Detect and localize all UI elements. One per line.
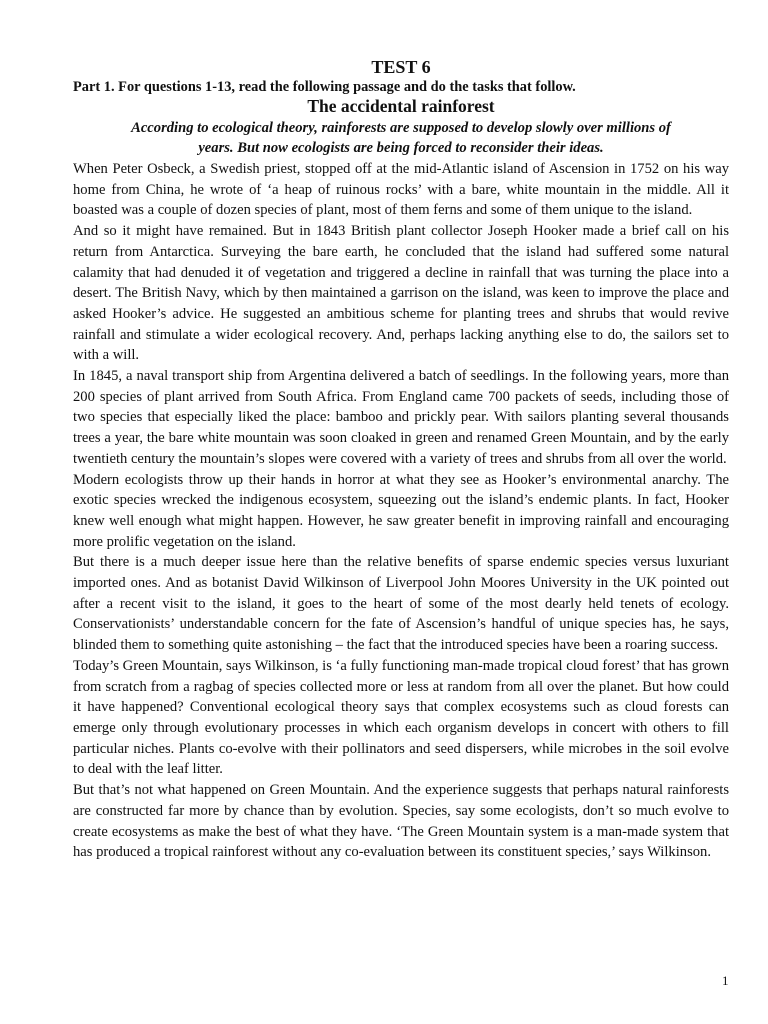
article-title: The accidental rainforest [307, 96, 495, 116]
paragraph-4: Modern ecologists throw up their hands in horror at what they see as Hooker’s environmental anarchy. The exotic species wrecked the indigenous ecosystem, squeezing out the island’s endemic plants. In fact, Hooker knew well enough what might happen. However, he saw greater benefit in improving rainfall and encouraging more prolific vegetation on the island. [73, 471, 729, 550]
subtitle-line: According to ecological theory, rainforests are supposed to develop slowly over millions of [131, 120, 671, 136]
subtitle-line: years. But now ecologists are being forced to reconsider their ideas. [198, 140, 604, 156]
page-number: 1 [722, 973, 729, 988]
paragraph-7: But that’s not what happened on Green Mountain. And the experience suggests that perhaps natural rainforests are constructed far more by chance than by evolution. Species, say some ecologists, don’t so much evolve to create ecosystems as make the best of what they have. ‘The Green Mountain system is a man-made system that has produced a tropical rainforest without any co-evaluation between its constituent species,’ says Wilkinson. [73, 782, 729, 861]
document-page [73, 56, 729, 863]
paragraph-1: When Peter Osbeck, a Swedish priest, stopped off at the mid-Atlantic island of Ascension in 1752 on his way home from China, he wrote of ‘a heap of ruinous rocks’ with a bare, white mountain in the middle. All it boasted was a couple of dozen species of plant, most of them ferns and some of them unique to the island. [73, 161, 729, 219]
article-subtitle [73, 118, 729, 158]
test-title: TEST 6 [371, 57, 431, 77]
paragraph-6: Today’s Green Mountain, says Wilkinson, is ‘a fully functioning man-made tropical cloud forest’ that has grown from scratch from a ragbag of species collected more or less at random from all over the planet. But how could it have happened? Conventional ecological theory says that complex ecosystems such as cloud forests can emerge only through evolutionary processes in which each organism develops in concert with others to fill particular niches. Plants co-evolve with their pollinators and seed dispersers, while microbes in the soil evolve to deal with the leaf litter. [73, 657, 729, 778]
article-body [73, 159, 729, 863]
paragraph-2: And so it might have remained. But in 1843 British plant collector Joseph Hooker made a brief call on his return from Antarctica. Surveying the bare earth, he concluded that the island had suffered some natural calamity that had denuded it of vegetation and triggered a decline in rainfall that was turning the place into a desert. The British Navy, which by then maintained a garrison on the island, was keen to improve the place and asked Hooker’s advice. He suggested an ambitious scheme for planting trees and shrubs that would revive rainfall and stimulate a wider ecological recovery. And, perhaps lacking anything else to do, the sailors set to with a will. [73, 223, 729, 364]
paragraph-3: In 1845, a naval transport ship from Argentina delivered a batch of seedlings. In the following years, more than 200 species of plant arrived from South Africa. From England came 700 packets of seeds, including those of two species that especially liked the place: bamboo and prickly pear. With sailors planting several thousands trees a year, the bare white mountain was soon cloaked in green and renamed Green Mountain, and by the early twentieth century the mountain’s slopes were covered with a variety of trees and shrubs from all over the world. [73, 368, 729, 467]
paragraph-5: But there is a much deeper issue here than the relative benefits of sparse endemic species versus luxuriant imported ones. And as botanist David Wilkinson of Liverpool John Moores University in the UK pointed out after a recent visit to the island, it goes to the heart of some of the most dearly held tenets of ecology. Conservationists’ understandable concern for the fate of Ascension’s handful of unique species has, he says, blinded them to something quite astonishing – the fact that the introduced species have been a roaring success. [73, 554, 729, 654]
task-instructions: Part 1. For questions 1-13, read the following passage and do the tasks that follow. [73, 79, 576, 95]
